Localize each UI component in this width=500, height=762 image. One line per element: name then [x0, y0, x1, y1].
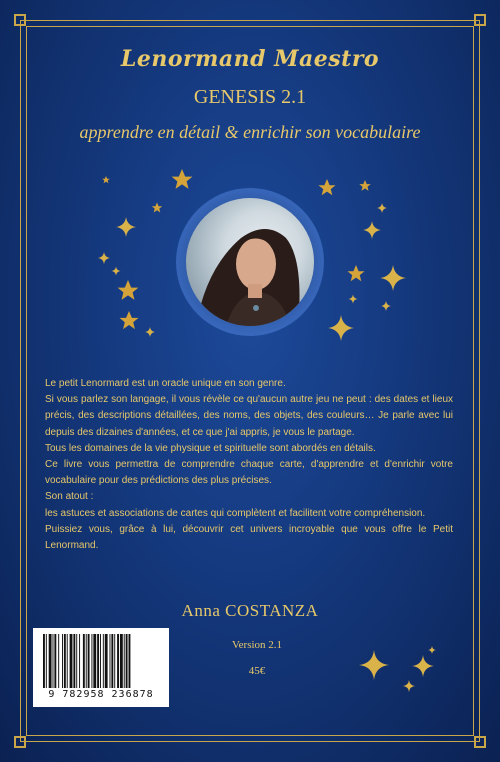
isbn-number: 9 782958 236878: [48, 689, 154, 700]
description-paragraph: Ce livre vous permettra de comprendre chaque carte, d'apprendre et d'enrichir votre vocabulaire pour des prédictions des plus précises.: [45, 459, 453, 487]
brand-title: Lenormand Maestro: [120, 46, 380, 72]
price-label: 45€: [248, 665, 266, 677]
description-paragraph: les astuces et associations de cartes qui complètent et facilitent votre compréhension.: [45, 507, 426, 519]
book-title: GENESIS 2.1: [193, 86, 307, 108]
author-name: Anna COSTANZA: [181, 601, 319, 620]
description-paragraph: Si vous parlez son langage, il vous révèle ce qu'aucun autre jeu ne peut : des dates et lieux précis, des descriptions détaillées, des noms, des objets, des couleurs… Je parle avec lui depuis des dizaines d'années, et ce que j'ai appris, je vous le partage.: [45, 394, 453, 438]
sparkle-icon: [412, 655, 434, 677]
description-paragraph: Tous les domaines de la vie physique et spirituelle sont abordés en détails.: [45, 442, 376, 454]
sparkle-icon: [359, 650, 389, 680]
description-paragraph: Son atout :: [45, 491, 94, 503]
sparkle-icon: [403, 680, 415, 692]
description-paragraph: Puissiez vous, grâce à lui, découvrir cet univers incroyable que vous offre le Petit Lenormand.: [45, 523, 453, 552]
sparkle-icon: [428, 646, 436, 654]
version-label: Version 2.1: [231, 639, 283, 651]
description-paragraph: Le petit Lenormard est un oracle unique en son genre.: [45, 378, 286, 389]
book-subtitle: apprendre en détail & enrichir son vocabulaire: [79, 122, 421, 142]
